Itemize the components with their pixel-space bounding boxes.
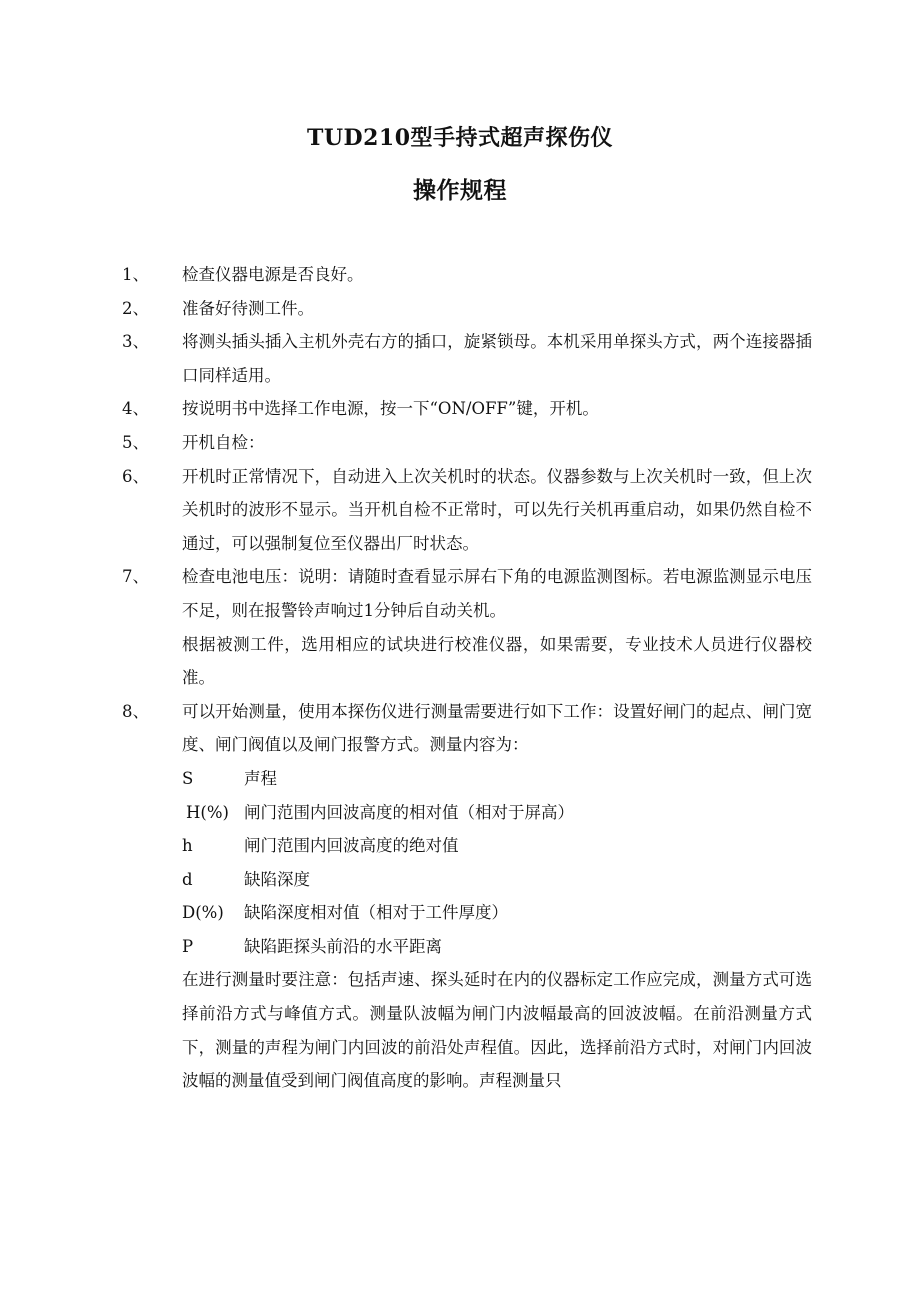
- step-item: [122, 560, 812, 627]
- step-number: 1、: [122, 265, 149, 284]
- step-item: [122, 292, 812, 326]
- measurement-symbol: S: [182, 768, 194, 788]
- measurement-description: 缺陷距探头前沿的水平距离: [244, 936, 442, 956]
- procedure-body: [122, 258, 812, 1098]
- measurement-description: 闸门范围内回波高度的相对值（相对于屏高）: [244, 802, 574, 822]
- step-number: 6、: [122, 466, 149, 486]
- step-number: 2、: [122, 298, 149, 318]
- step-text: 开机时正常情况下，自动进入上次关机时的状态。仪器参数与上次关机时一致，但上次关机时的波形不显示。当开机自检不正常时，可以先行关机再重启动，如果仍然自检不通过，可以强制复位至仪器出厂时状态。: [182, 466, 812, 553]
- step-number: 5、: [122, 432, 149, 452]
- step-text: 检查仪器电源是否良好。: [182, 265, 364, 284]
- measurement-symbol: H(%): [186, 802, 229, 822]
- step-text: 可以开始测量，使用本探伤仪进行测量需要进行如下工作：设置好闸门的起点、闸门宽度、闸门阀值以及闸门报警方式。测量内容为：: [182, 701, 812, 755]
- measurement-description: 缺陷深度相对值（相对于工件厚度）: [244, 903, 508, 923]
- step-text: 检查电池电压：说明：请随时查看显示屏右下角的电源监测图标。若电源监测显示电压不足，则在报警铃声响过1分钟后自动关机。: [182, 567, 812, 620]
- step-text: 按说明书中选择工作电源，按一下“ON/OFF”键，开机。: [182, 399, 599, 419]
- measurement-description: 声程: [244, 768, 277, 788]
- measurement-description: 缺陷深度: [244, 869, 310, 889]
- measurement-item: [122, 863, 812, 897]
- measurement-item: [122, 762, 812, 796]
- measurement-note: 在进行测量时要注意：包括声速、探头延时在内的仪器标定工作应完成，测量方式可选择前沿方式与峰值方式。测量队波幅为闸门内波幅最高的回波波幅。在前沿测量方式下，测量的声程为闸门内回波的前沿处声程值。因此，选择前沿方式时，对闸门内回波波幅的测量值受到闸门阀值高度的影响。声程测量只: [182, 970, 812, 1091]
- step-item: [122, 258, 812, 292]
- step-item: [122, 460, 812, 561]
- measurement-item: [122, 896, 812, 930]
- step-number: 8、: [122, 701, 149, 721]
- step-item: [122, 392, 812, 426]
- step-7-calibration-note: 根据被测工件，选用相应的试块进行校准仪器，如果需要，专业技术人员进行仪器校准。: [182, 634, 812, 688]
- measurement-symbol: P: [182, 936, 194, 956]
- measurement-symbol: h: [182, 836, 193, 856]
- measurement-item: [122, 829, 812, 863]
- step-text: 准备好待测工件。: [182, 298, 314, 318]
- step-item: [122, 426, 812, 460]
- measurement-symbol: D(%): [182, 903, 224, 923]
- step-text: 将测头插头插入主机外壳右方的插口，旋紧锁母。本机采用单探头方式，两个连接器插口同样适用。: [182, 332, 812, 385]
- document-title: TUD210型手持式超声探伤仪: [306, 125, 614, 151]
- measurement-symbol: d: [182, 869, 193, 889]
- measurement-item: [122, 930, 812, 964]
- step-number: 4、: [122, 399, 149, 419]
- document-subtitle: 操作规程: [413, 177, 507, 204]
- step-item: [122, 695, 812, 762]
- step-number: 3、: [122, 332, 149, 352]
- step-text: 开机自检：: [182, 432, 265, 452]
- measurement-item: [122, 796, 812, 830]
- step-number: 7、: [122, 567, 149, 587]
- step-item: [122, 325, 812, 392]
- measurement-description: 闸门范围内回波高度的绝对值: [244, 836, 459, 856]
